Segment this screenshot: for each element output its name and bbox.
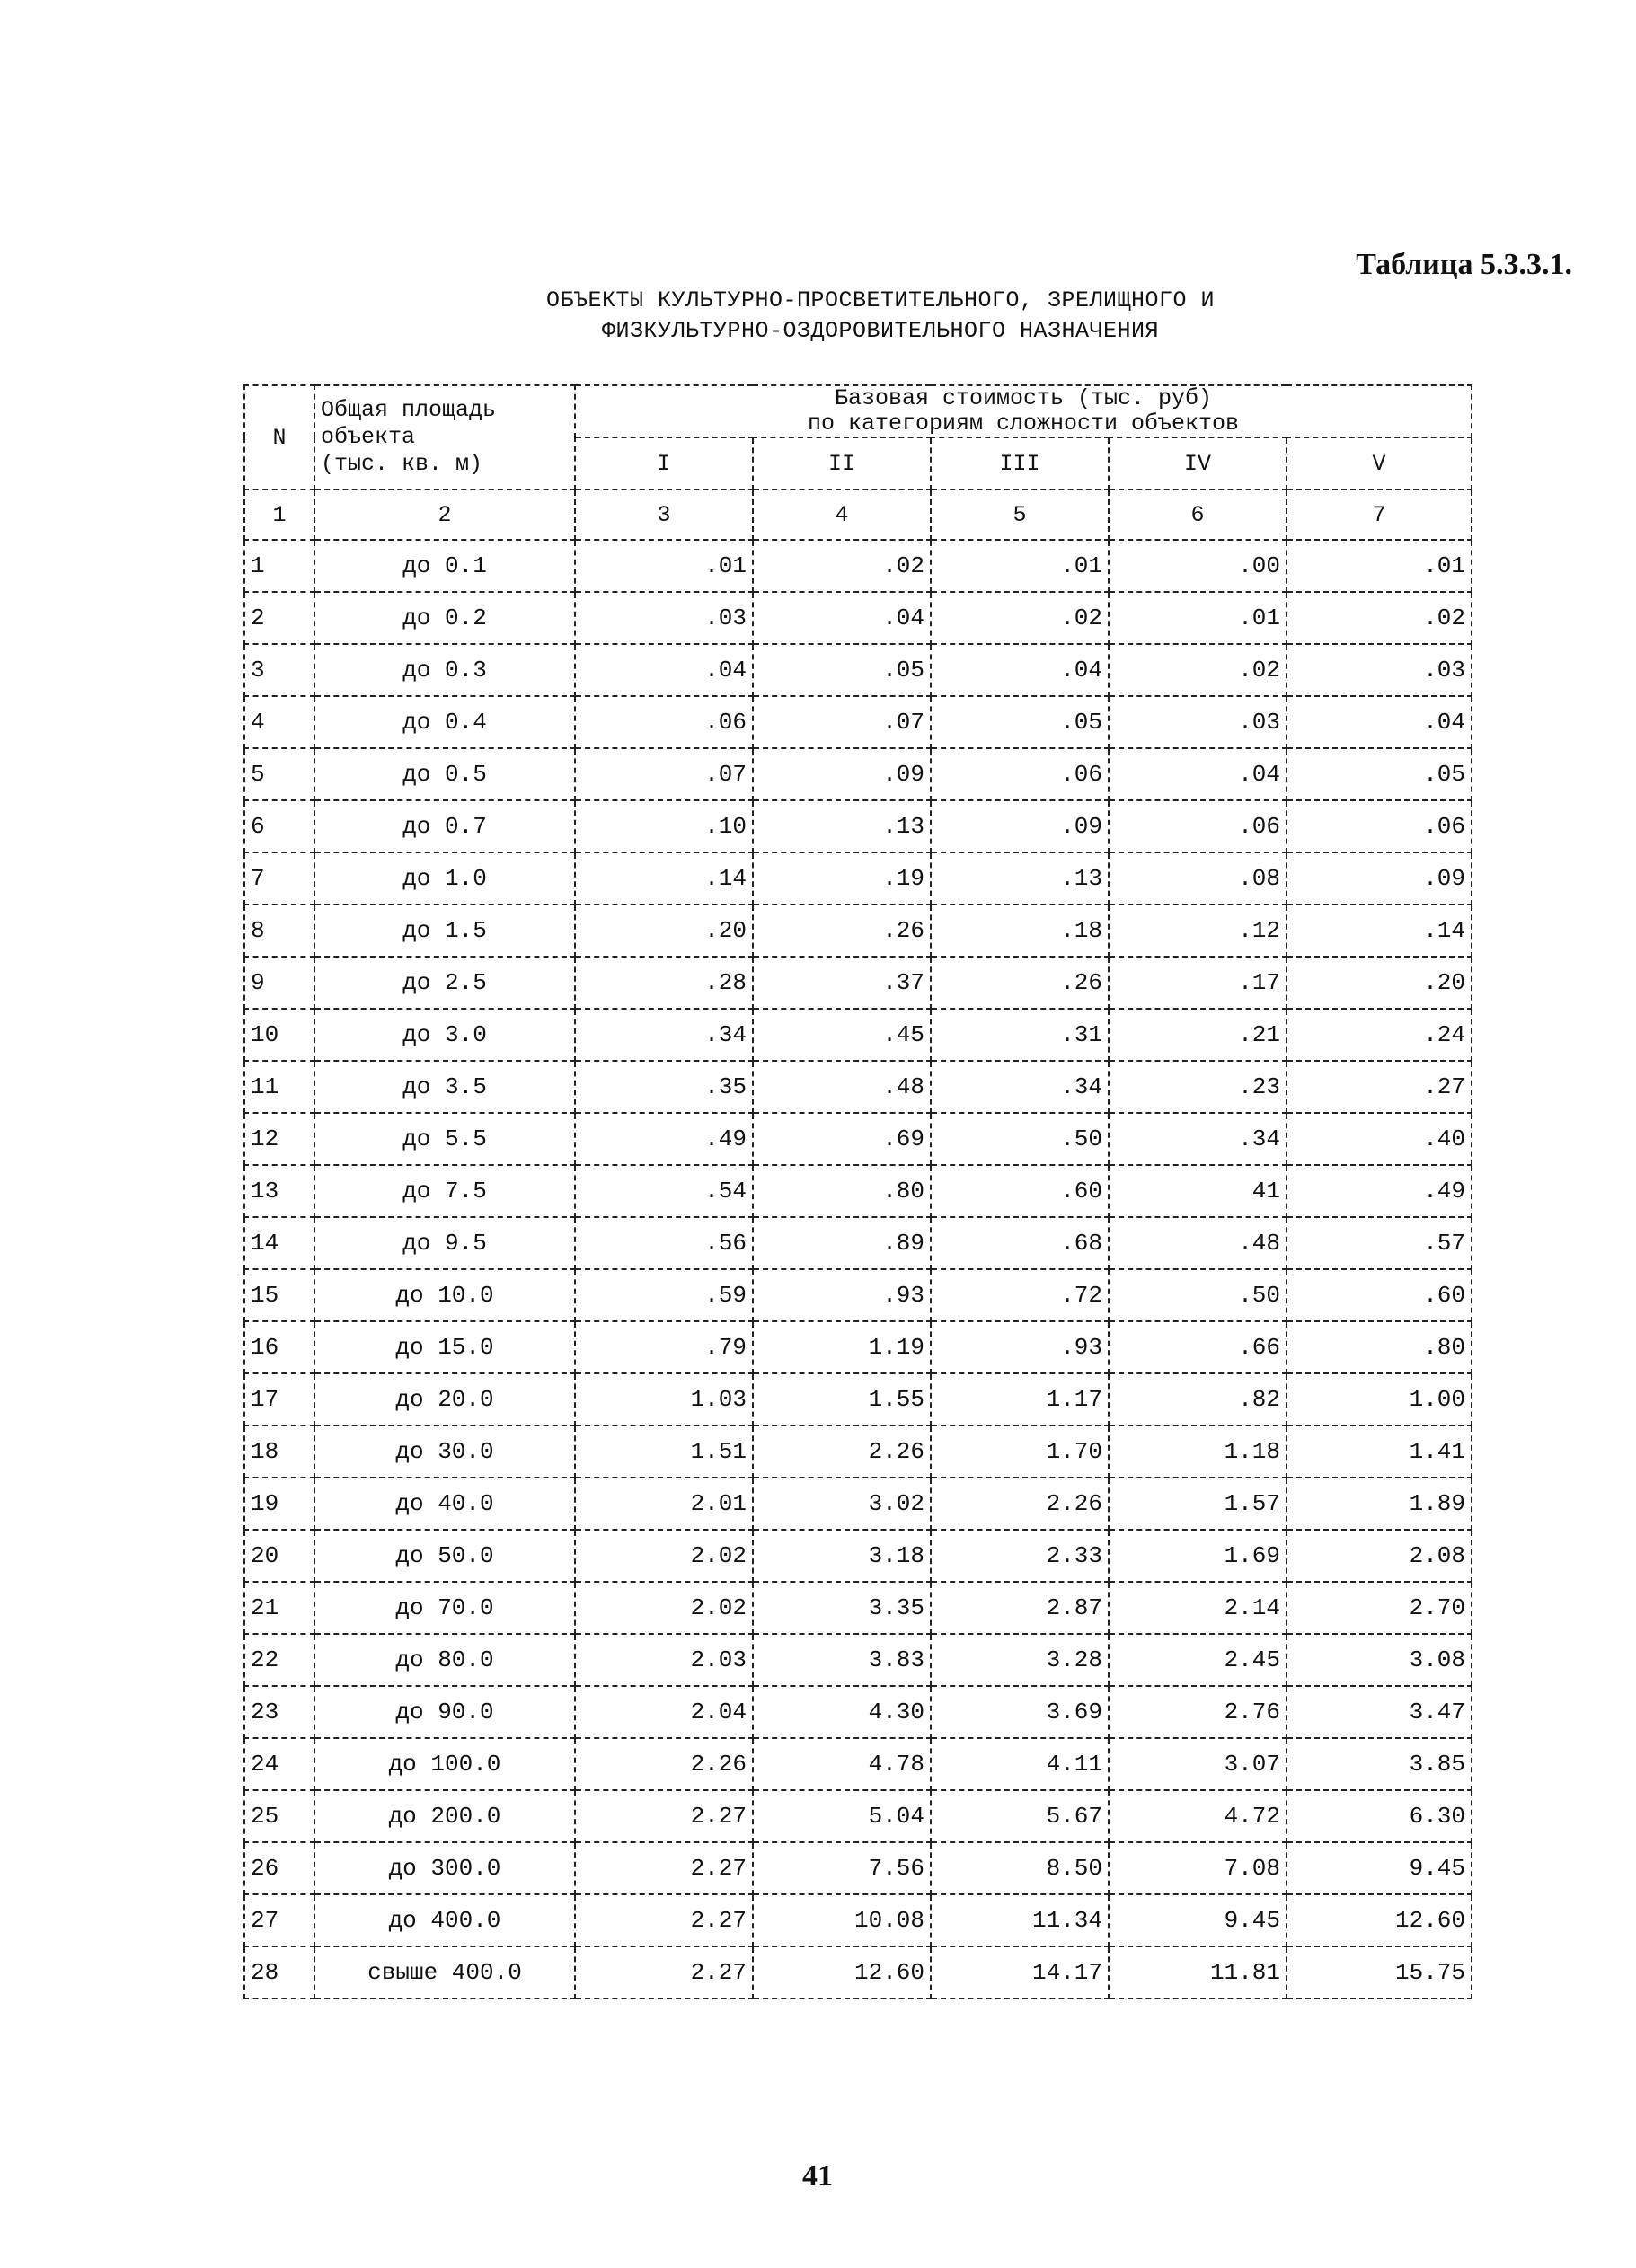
table-row [244,1373,1472,1425]
cost-cell: 12.60 [1287,1894,1472,1946]
cost-cell: .19 [753,852,931,905]
cost-cell: .02 [753,540,931,592]
cost-cell: 2.27 [575,1842,753,1894]
row-area: до 10.0 [314,1269,575,1321]
cost-cell: .05 [931,696,1109,748]
cost-cell: .82 [1109,1373,1287,1425]
header-base-cost [575,385,1472,437]
cost-cell: 1.19 [753,1321,931,1373]
page-number: 41 [802,2159,833,2193]
cost-cell: 41 [1109,1165,1287,1217]
cost-cell: 11.34 [931,1894,1109,1946]
table-label: Таблица 5.3.3.1. [1356,248,1572,281]
row-number: 8 [244,905,314,957]
row-number: 21 [244,1582,314,1634]
cost-cell: .04 [1287,696,1472,748]
cost-cell: .31 [931,1009,1109,1061]
table-row [244,748,1472,800]
cost-cell: .14 [575,852,753,905]
cost-cell: .28 [575,957,753,1009]
row-number: 25 [244,1790,314,1842]
header-area [314,385,575,490]
cost-cell: 2.01 [575,1478,753,1530]
cost-cell: 4.72 [1109,1790,1287,1842]
table-row [244,1582,1472,1634]
row-number: 22 [244,1634,314,1686]
cost-cell: .08 [1109,852,1287,905]
cost-cell: .13 [931,852,1109,905]
cost-cell: .45 [753,1009,931,1061]
cost-cell: .04 [753,592,931,644]
header-category: II [753,437,931,490]
table-title [449,286,1312,347]
row-area: до 9.5 [314,1217,575,1269]
cost-cell: .20 [575,905,753,957]
cost-cell: 14.17 [931,1946,1109,1999]
cost-cell: 2.26 [753,1425,931,1478]
cost-cell: .04 [575,644,753,696]
row-area: до 200.0 [314,1790,575,1842]
cost-cell: 5.67 [931,1790,1109,1842]
cost-cell: .68 [931,1217,1109,1269]
cost-cell: 3.85 [1287,1738,1472,1790]
row-area: до 0.4 [314,696,575,748]
row-area: до 15.0 [314,1321,575,1373]
column-number: 4 [753,490,931,540]
title-line-1: ОБЪЕКТЫ КУЛЬТУРНО-ПРОСВЕТИТЕЛЬНОГО, ЗРЕЛИЩНОГО И [545,287,1216,313]
cost-cell: .01 [1287,540,1472,592]
table-row [244,957,1472,1009]
row-number: 28 [244,1946,314,1999]
cost-cell: .49 [575,1113,753,1165]
column-number: 7 [1287,490,1472,540]
column-number: 2 [314,490,575,540]
header-category: I [575,437,753,490]
cost-cell: 2.02 [575,1530,753,1582]
table-body [244,540,1472,1999]
row-area: до 1.0 [314,852,575,905]
table-row [244,1165,1472,1217]
table-row [244,1634,1472,1686]
cost-cell: 2.26 [575,1738,753,1790]
cost-cell: .17 [1109,957,1287,1009]
cost-cell: .60 [1287,1269,1472,1321]
row-area: до 1.5 [314,905,575,957]
row-number: 13 [244,1165,314,1217]
cost-cell: .60 [931,1165,1109,1217]
cost-cell: 10.08 [753,1894,931,1946]
table-row [244,1425,1472,1478]
cost-cell: 7.08 [1109,1842,1287,1894]
cost-cell: .06 [575,696,753,748]
header-area-line-2: объекта [321,424,416,450]
row-area: до 90.0 [314,1686,575,1738]
cost-cell: 2.08 [1287,1530,1472,1582]
row-area: до 300.0 [314,1842,575,1894]
cost-cell: .50 [1109,1269,1287,1321]
table-row [244,592,1472,644]
header-category: III [931,437,1109,490]
cost-cell: .34 [931,1061,1109,1113]
cost-cell: .54 [575,1165,753,1217]
cost-cell: 3.02 [753,1478,931,1530]
cost-cell: 1.51 [575,1425,753,1478]
table-row [244,852,1472,905]
table-row [244,1894,1472,1946]
cost-cell: .26 [931,957,1109,1009]
cost-cell: .05 [753,644,931,696]
cost-cell: 3.18 [753,1530,931,1582]
cost-cell: .06 [931,748,1109,800]
row-number: 17 [244,1373,314,1425]
row-number: 7 [244,852,314,905]
cost-cell: .79 [575,1321,753,1373]
cost-cell: .09 [931,800,1109,852]
cost-cell: .56 [575,1217,753,1269]
cost-cell: .13 [753,800,931,852]
cost-cell: 1.17 [931,1373,1109,1425]
cost-cell: 7.56 [753,1842,931,1894]
header-n: N [244,385,314,490]
cost-cell: .34 [1109,1113,1287,1165]
cost-cell: 3.08 [1287,1634,1472,1686]
cost-cell: 9.45 [1109,1894,1287,1946]
column-number: 1 [244,490,314,540]
row-area: до 50.0 [314,1530,575,1582]
table-row [244,1061,1472,1113]
header-category: V [1287,437,1472,490]
row-number: 3 [244,644,314,696]
cost-cell: .34 [575,1009,753,1061]
row-number: 2 [244,592,314,644]
table-row [244,1686,1472,1738]
table-header [244,385,1472,540]
cost-cell: .09 [1287,852,1472,905]
cost-cell: 8.50 [931,1842,1109,1894]
cost-cell: 1.55 [753,1373,931,1425]
column-number: 5 [931,490,1109,540]
cost-cell: .48 [1109,1217,1287,1269]
cost-cell: 2.76 [1109,1686,1287,1738]
cost-cell: .48 [753,1061,931,1113]
cost-cell: .20 [1287,957,1472,1009]
table-row [244,540,1472,592]
cost-cell: .18 [931,905,1109,957]
cost-cell: .02 [1287,592,1472,644]
cost-cell: .07 [575,748,753,800]
cost-cell: 3.28 [931,1634,1109,1686]
cost-cell: .35 [575,1061,753,1113]
cost-cell: 4.30 [753,1686,931,1738]
cost-cell: 2.70 [1287,1582,1472,1634]
cost-cell: 1.89 [1287,1478,1472,1530]
cost-cell: .03 [1109,696,1287,748]
cost-cell: 1.41 [1287,1425,1472,1478]
row-area: до 5.5 [314,1113,575,1165]
cost-cell: .07 [753,696,931,748]
row-area: до 0.1 [314,540,575,592]
cost-cell: .04 [931,644,1109,696]
row-number: 11 [244,1061,314,1113]
cost-cell: 4.11 [931,1738,1109,1790]
table-row [244,1009,1472,1061]
cost-cell: 2.04 [575,1686,753,1738]
table-row [244,1269,1472,1321]
row-area: до 100.0 [314,1738,575,1790]
cost-cell: .37 [753,957,931,1009]
cost-cell: .24 [1287,1009,1472,1061]
cost-cell: .80 [1287,1321,1472,1373]
cost-cell: 3.69 [931,1686,1109,1738]
cost-cell: 2.87 [931,1582,1109,1634]
cost-cell: 2.27 [575,1790,753,1842]
cost-cell: 2.03 [575,1634,753,1686]
row-area: до 80.0 [314,1634,575,1686]
row-area: до 20.0 [314,1373,575,1425]
row-area: до 400.0 [314,1894,575,1946]
row-number: 15 [244,1269,314,1321]
cost-cell: 2.26 [931,1478,1109,1530]
row-number: 9 [244,957,314,1009]
cost-cell: .02 [1109,644,1287,696]
column-number: 3 [575,490,753,540]
cost-cell: 6.30 [1287,1790,1472,1842]
cost-cell: .93 [753,1269,931,1321]
row-area: до 0.2 [314,592,575,644]
cost-cell: 2.14 [1109,1582,1287,1634]
row-number: 14 [244,1217,314,1269]
cost-cell: .01 [575,540,753,592]
cost-cell: .03 [1287,644,1472,696]
cost-cell: 2.45 [1109,1634,1287,1686]
cost-cell: .93 [931,1321,1109,1373]
cost-cell: .40 [1287,1113,1472,1165]
cost-cell: .06 [1109,800,1287,852]
cost-cell: 3.35 [753,1582,931,1634]
table-row [244,1321,1472,1373]
cost-cell: 3.07 [1109,1738,1287,1790]
table-row [244,1842,1472,1894]
cost-cell: 2.27 [575,1946,753,1999]
table-row [244,1478,1472,1530]
header-base-line-2: по категориям сложности объектов [807,410,1240,437]
row-area: до 0.7 [314,800,575,852]
cost-cell: .21 [1109,1009,1287,1061]
cost-cell: 4.78 [753,1738,931,1790]
cost-cell: .03 [575,592,753,644]
column-number-row [244,490,1472,540]
cost-cell: .80 [753,1165,931,1217]
row-number: 24 [244,1738,314,1790]
row-number: 4 [244,696,314,748]
cost-cell: 1.69 [1109,1530,1287,1582]
cost-cell: .09 [753,748,931,800]
cost-cell: .27 [1287,1061,1472,1113]
cost-cell: 2.33 [931,1530,1109,1582]
cost-cell: .69 [753,1113,931,1165]
table-row [244,1946,1472,1999]
row-number: 26 [244,1842,314,1894]
table-row [244,644,1472,696]
header-area-line-1: Общая площадь [321,397,497,423]
row-area: до 70.0 [314,1582,575,1634]
cost-cell: .23 [1109,1061,1287,1113]
row-number: 19 [244,1478,314,1530]
row-area: свыше 400.0 [314,1946,575,1999]
cost-cell: 3.83 [753,1634,931,1686]
cost-cell: .89 [753,1217,931,1269]
cost-cell: 2.27 [575,1894,753,1946]
cost-cell: 2.02 [575,1582,753,1634]
row-number: 18 [244,1425,314,1478]
row-number: 6 [244,800,314,852]
cost-cell: .01 [1109,592,1287,644]
row-area: до 3.5 [314,1061,575,1113]
cost-cell: .04 [1109,748,1287,800]
row-area: до 3.0 [314,1009,575,1061]
row-number: 27 [244,1894,314,1946]
cost-cell: 11.81 [1109,1946,1287,1999]
table-row [244,696,1472,748]
cost-cell: .02 [931,592,1109,644]
cost-cell: 1.00 [1287,1373,1472,1425]
cost-cell: .01 [931,540,1109,592]
header-base-line-1: Базовая стоимость (тыс. руб) [834,385,1213,411]
cost-cell: .57 [1287,1217,1472,1269]
cost-cell: .00 [1109,540,1287,592]
row-area: до 30.0 [314,1425,575,1478]
cost-table [243,384,1472,1999]
cost-cell: .12 [1109,905,1287,957]
cost-cell: .10 [575,800,753,852]
cost-cell: 1.57 [1109,1478,1287,1530]
row-number: 1 [244,540,314,592]
row-area: до 40.0 [314,1478,575,1530]
row-number: 23 [244,1686,314,1738]
row-area: до 0.3 [314,644,575,696]
cost-cell: 5.04 [753,1790,931,1842]
row-area: до 2.5 [314,957,575,1009]
table-row [244,1530,1472,1582]
header-area-line-3: (тыс. кв. м) [321,451,483,477]
cost-cell: .66 [1109,1321,1287,1373]
header-category: IV [1109,437,1287,490]
cost-cell: 3.47 [1287,1686,1472,1738]
cost-cell: .49 [1287,1165,1472,1217]
table-row [244,800,1472,852]
row-number: 20 [244,1530,314,1582]
cost-cell: .14 [1287,905,1472,957]
cost-cell: 12.60 [753,1946,931,1999]
cost-cell: 15.75 [1287,1946,1472,1999]
table-row [244,1790,1472,1842]
row-number: 12 [244,1113,314,1165]
cost-cell: .26 [753,905,931,957]
cost-cell: .50 [931,1113,1109,1165]
table-row [244,1113,1472,1165]
cost-cell: 1.70 [931,1425,1109,1478]
row-number: 5 [244,748,314,800]
cost-cell: 1.18 [1109,1425,1287,1478]
table-row [244,1738,1472,1790]
row-area: до 0.5 [314,748,575,800]
cost-cell: .72 [931,1269,1109,1321]
row-area: до 7.5 [314,1165,575,1217]
cost-cell: 9.45 [1287,1842,1472,1894]
table-row [244,1217,1472,1269]
row-number: 16 [244,1321,314,1373]
row-number: 10 [244,1009,314,1061]
cost-cell: .59 [575,1269,753,1321]
column-number: 6 [1109,490,1287,540]
cost-cell: .05 [1287,748,1472,800]
title-line-2: ФИЗКУЛЬТУРНО-ОЗДОРОВИТЕЛЬНОГО НАЗНАЧЕНИЯ [601,318,1160,344]
cost-cell: .06 [1287,800,1472,852]
table-row [244,905,1472,957]
cost-cell: 1.03 [575,1373,753,1425]
